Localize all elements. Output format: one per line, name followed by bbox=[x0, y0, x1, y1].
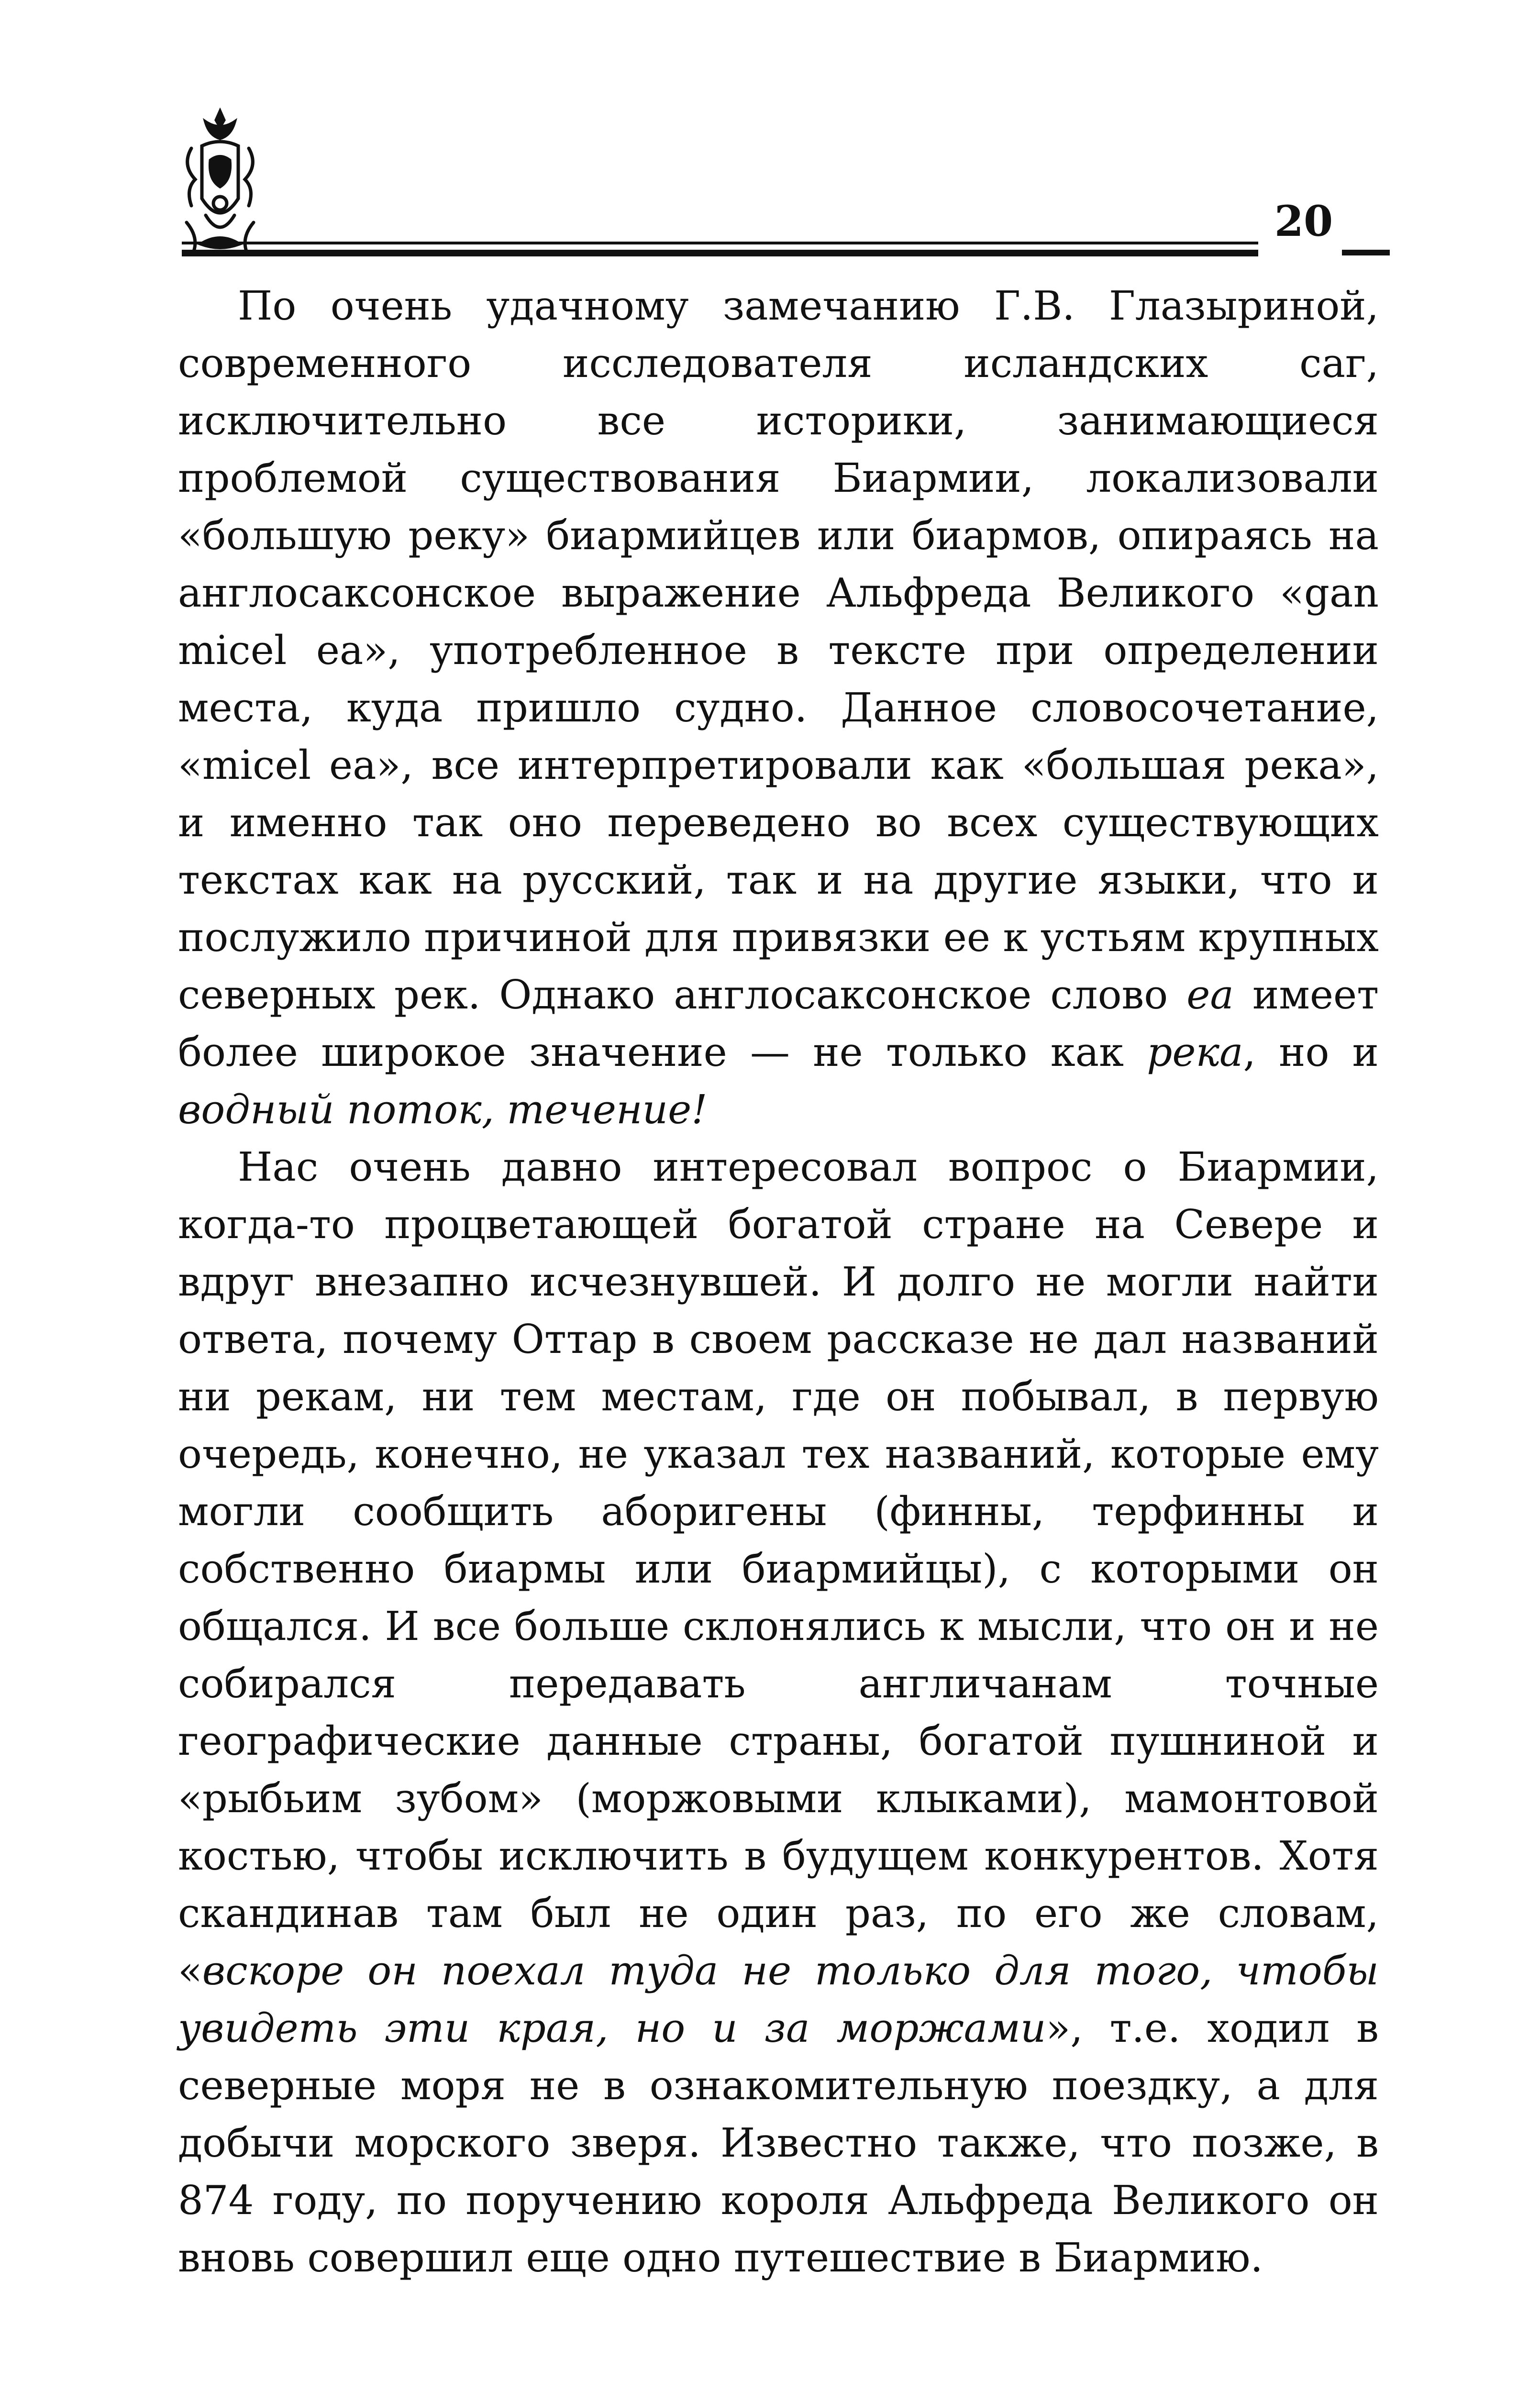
body-text bbox=[178, 277, 1379, 2287]
italic-term: река bbox=[1147, 1029, 1243, 1075]
text-run: », т.е. ходил в северные моря не в ознакомительную поездку, а для добычи морского зверя. Известно также, что позже, в 874 году, по поручению короля Альфреда Великого он вновь совершил еще одно путешествие в Биармию. bbox=[178, 2005, 1379, 2281]
text-run: По очень удачному замечанию Г.В. Глазыриной, современного исследователя исландских саг, исключительно все историки, занимающиеся проблемой существования Биармии, локализовали «большую реку» биармийцев или биармов, опираясь на англосаксонское выражение Альфреда Великого «gan micel ea», употребленное в тексте при определении места, куда пришло судно. Данное словосочетание, «micel ea», все интерпретировали как «большая река», и именно так оно переведено во всех существующих текстах как на русский, так и на другие языки, что и послужило причиной для привязки ее к устьям крупных северных рек. Однако англосаксонское слово bbox=[178, 283, 1379, 1018]
header-rule-end bbox=[1342, 250, 1390, 255]
text-run: , но и bbox=[1243, 1029, 1379, 1075]
heraldic-ornament-icon bbox=[172, 108, 268, 256]
header-rule-thin bbox=[182, 242, 1258, 244]
text-run: имеет более широкое значение — не только как bbox=[178, 972, 1379, 1075]
paragraph-1 bbox=[178, 277, 1379, 1139]
italic-term: водный поток, течение! bbox=[178, 1086, 708, 1133]
page-number: 20 bbox=[1274, 196, 1333, 246]
text-run: Нас очень давно интересовал вопрос о Биармии, когда-то процветающей богатой стране на Севере и вдруг внезапно исчезнувшей. И долго не могли найти ответа, почему Оттар в своем рассказе не дал названий ни рекам, ни тем местам, где он побывал, в первую очередь, конечно, не указал тех названий, которые ему могли сообщить аборигены (финны, терфинны и собственно биармы или биармийцы), с которыми он общался. И все больше склонялись к мысли, что он и не собирался передавать англичанам точные географические данные страны, богатой пушниной и «рыбьим зубом» (моржовыми клыками), мамонтовой костью, чтобы исключить в будущем конкурентов. Хотя скандинав там был не один раз, по его же словам, « bbox=[178, 1144, 1379, 1994]
italic-quote: вскоре он поехал туда не только для того, чтобы увидеть эти края, но и за моржами bbox=[178, 1948, 1379, 2051]
paragraph-2 bbox=[178, 1139, 1379, 2287]
italic-term: еа bbox=[1186, 972, 1234, 1018]
header-rule-thick bbox=[182, 250, 1258, 256]
